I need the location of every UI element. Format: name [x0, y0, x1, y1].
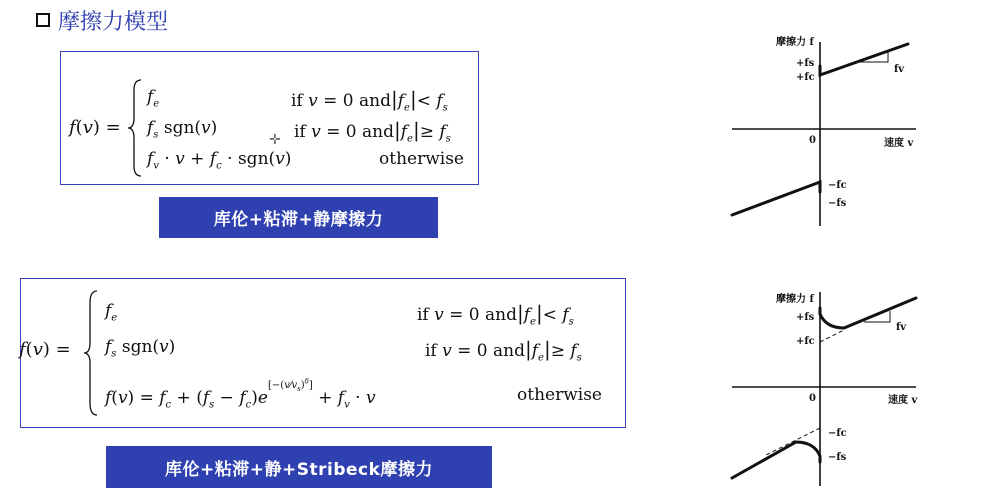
graph1-pos-fs: +fs — [796, 58, 815, 69]
eq2-case2-cond: if v = 0 $and|f_e|\ge f_s$ — [425, 337, 582, 364]
equation-box-1 — [60, 51, 479, 185]
graph1-neg-fs: −fs — [828, 198, 847, 209]
eq1-case1-cond: if v = 0 $and|f_e|< f_s$ — [291, 87, 448, 114]
eq1-lhs: f(v) = — [69, 117, 121, 138]
graph2-neg-fs: −fs — [828, 452, 847, 463]
square-bullet-icon — [36, 13, 50, 27]
eq1-case3-cond: otherwise — [379, 149, 464, 169]
graph1-origin: 0 — [809, 135, 816, 146]
eq2-case1-cond: if v = 0 $and|f_e|< f_s$ — [417, 301, 574, 328]
graph2-negative-branch — [732, 442, 820, 478]
graph1-negative-branch — [732, 182, 820, 215]
eq2-case3-cond: otherwise — [517, 385, 602, 405]
friction-graph-1 — [724, 28, 924, 228]
graph2-pos-fc: +fc — [796, 336, 815, 347]
graph1-neg-fc: −fc — [828, 180, 847, 191]
cursor-crosshair-icon: ✛ — [269, 132, 281, 148]
graph2-x-label: 速度 v — [888, 395, 918, 406]
graph2-origin: 0 — [809, 393, 816, 404]
eq2-case3-expr: $f(v) = f_c + (f_s - f_c)e[-(v⁄vs)\delta] + f_v \cdot v$ — [105, 378, 376, 411]
graph2-fv: fv — [896, 322, 907, 333]
graph1-pos-fc: +fc — [796, 72, 815, 83]
eq1-brace-icon — [127, 78, 143, 178]
graph1-x-label: 速度 v — [884, 138, 914, 149]
graph1-y-label: 摩擦力 f — [776, 37, 814, 48]
eq2-case2-expr: $f_s$ sgn(v) — [105, 337, 176, 360]
eq1-case2-expr: $f_s$ sgn(v) — [147, 118, 218, 141]
graph2-neg-fc: −fc — [828, 428, 847, 439]
eq1-case1-expr: $f_e$ — [147, 87, 160, 110]
slide-title — [36, 5, 168, 35]
graph2-coulomb-dash-pos — [820, 330, 844, 342]
eq2-lhs: f(v) = — [19, 339, 71, 360]
slide-title-text: 摩擦力模型 — [58, 9, 169, 35]
graph1-fv: fv — [894, 64, 905, 75]
model2-label: 库伦+粘滞+静+Stribeck摩擦力 — [106, 446, 492, 488]
model1-label: 库伦+粘滞+静摩擦力 — [159, 197, 438, 238]
graph2-pos-fs: +fs — [796, 312, 815, 323]
eq2-case1-expr: $f_e$ — [105, 301, 118, 324]
graph2-y-label: 摩擦力 f — [776, 294, 814, 305]
graph2-coulomb-dash-neg — [764, 428, 820, 456]
eq1-case3-expr: $f_v \cdot v + f_c \cdot sgn(v)$ — [147, 149, 292, 172]
equation-box-2 — [20, 278, 626, 428]
friction-graph-2 — [724, 286, 924, 491]
eq2-brace-icon — [83, 289, 99, 417]
eq1-case2-cond: if v = 0 $and|f_e|\ge f_s$ — [294, 118, 451, 145]
